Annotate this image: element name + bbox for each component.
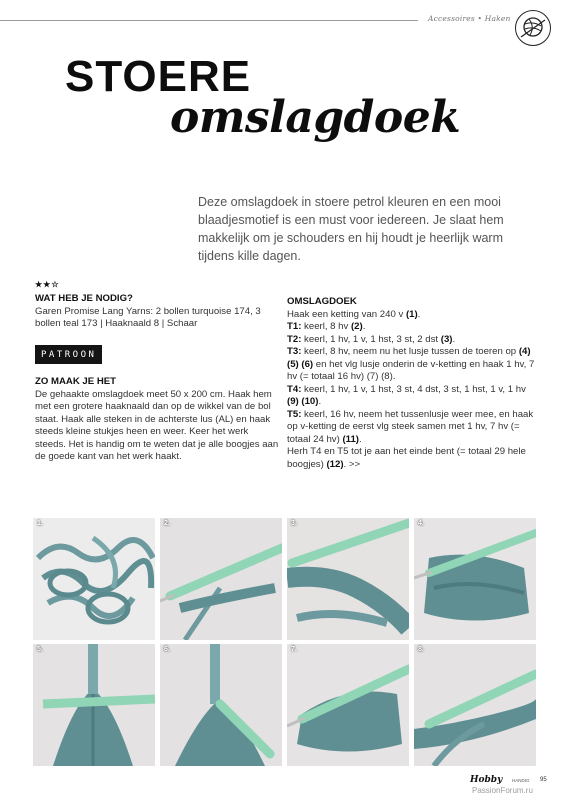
- step-number: 3.: [291, 520, 297, 527]
- row-text: keerl, 8 hv, neem nu het lusje tussen de toeren op: [301, 346, 519, 357]
- row-text: keerl, 1 hv, 1 v, 1 hst, 3 st, 4 dst, 3 st, 1 hst, 1 v, 1 hv: [301, 383, 526, 395]
- pattern-row: [287, 321, 539, 334]
- row-tail: .: [318, 396, 322, 407]
- row-tail: .: [417, 308, 421, 320]
- needs-text: Garen Promise Lang Yarns: 2 bollen turquoise 174, 3 bollen teal 173 | Haaknaald 8 | Schaar: [35, 305, 261, 329]
- step-photo-3: [287, 518, 409, 640]
- howto-heading: ZO MAAK JE HET: [35, 376, 117, 387]
- step-number: 1.: [37, 520, 43, 527]
- pattern-row: [287, 346, 539, 384]
- step-number: 7.: [291, 646, 297, 653]
- right-column: [287, 296, 539, 471]
- pattern-row: [287, 334, 539, 347]
- row-label: T5:: [287, 408, 302, 420]
- page-number: 95: [540, 777, 547, 783]
- row-text: Haak een ketting van 240 v: [287, 308, 406, 320]
- step-number: 6.: [164, 646, 170, 653]
- step-photo-2: [160, 518, 282, 640]
- row-photo-ref: (2): [350, 321, 363, 332]
- step-photo-5: [33, 644, 155, 766]
- row-text: keerl, 16 hv, neem het tussenlusje weer mee, en haak op v-ketting de eerst vlg steek samen met 1 hv, 7 hv (= totaal 24 hv): [287, 408, 534, 445]
- step-number: 8.: [418, 646, 424, 653]
- page-title-line2: omslagdoek: [170, 92, 461, 143]
- watermark: PassionForum.ru: [472, 786, 533, 795]
- intro-paragraph: Deze omslagdoek in stoere petrol kleuren en een mooi blaadjesmotief is een must voor iedereen. Je slaat hem makkelijk om je schouders en hij houdt je heerlijk warm tijdens kille dagen.: [198, 195, 504, 263]
- pattern-row: [287, 409, 539, 447]
- row-photo-ref: (11): [342, 433, 359, 445]
- row-label: T4:: [287, 383, 302, 395]
- needs-heading: WAT HEB JE NODIG?: [35, 293, 133, 304]
- step-number: 2.: [164, 520, 170, 527]
- step-photo-6: [160, 644, 282, 766]
- step-photo-7: [287, 644, 409, 766]
- page-title-line1: STOERE: [65, 52, 252, 101]
- row-label: T1:: [287, 321, 302, 332]
- header-rule: [0, 20, 418, 21]
- row-text: keerl, 8 hv: [301, 321, 351, 332]
- row-photo-ref: (3): [440, 333, 453, 345]
- pattern-badge: PATROON: [35, 345, 102, 365]
- pattern-row: [287, 446, 539, 471]
- row-tail: en het vlg lusje onderin de v-ketting en haak 1 hv, 7 hv (= totaal 16 hv) (7) (8).: [287, 358, 535, 382]
- row-photo-ref: (9) (10): [287, 396, 319, 407]
- row-tail: .: [362, 321, 366, 332]
- row-label: T2:: [287, 333, 302, 345]
- left-column: [35, 279, 280, 464]
- row-text: Herh T4 en T5 tot je aan het einde bent (= totaal 29 hele boogjes): [287, 446, 526, 470]
- row-tail: .: [359, 433, 362, 445]
- pattern-row: [287, 309, 539, 322]
- row-photo-ref: (1): [405, 308, 418, 320]
- step-number: 5.: [37, 646, 43, 653]
- difficulty-rating: ★★☆: [35, 280, 60, 289]
- pattern-heading: OMSLAGDOEK: [287, 296, 357, 307]
- row-photo-ref: (4) (5) (6): [287, 346, 531, 370]
- row-photo-ref: (12): [326, 458, 344, 470]
- yarn-ball-icon: [515, 10, 551, 46]
- section-category: Accessoires • Haken: [428, 14, 511, 23]
- pattern-row: [287, 384, 539, 409]
- row-tail: . >>: [343, 458, 361, 470]
- step-number: 4.: [418, 520, 424, 527]
- row-label: T3:: [287, 346, 302, 357]
- step-photo-8: [414, 644, 536, 766]
- row-tail: .: [452, 333, 456, 345]
- row-text: keerl, 1 hv, 1 v, 1 hst, 3 st, 2 dst: [301, 333, 441, 345]
- magazine-logo: Hobby: [470, 775, 503, 785]
- pattern-lines: [287, 309, 539, 472]
- step-photo-1: [33, 518, 155, 640]
- howto-text: De gehaakte omslagdoek meet 50 x 200 cm. Haak hem met een grotere haaknaald dan op de wikkel van de bol staat. Haak alle steken in de achterste lus (AL) en haak steeds kleine stukjes heen en weer. Keer het werk steeds. Het is handig om te weten dat je alle boogjes aan de goede kant van het werk haakt.: [35, 388, 279, 462]
- magazine-logo-sub: HANDIG: [512, 778, 530, 783]
- step-photo-4: [414, 518, 536, 640]
